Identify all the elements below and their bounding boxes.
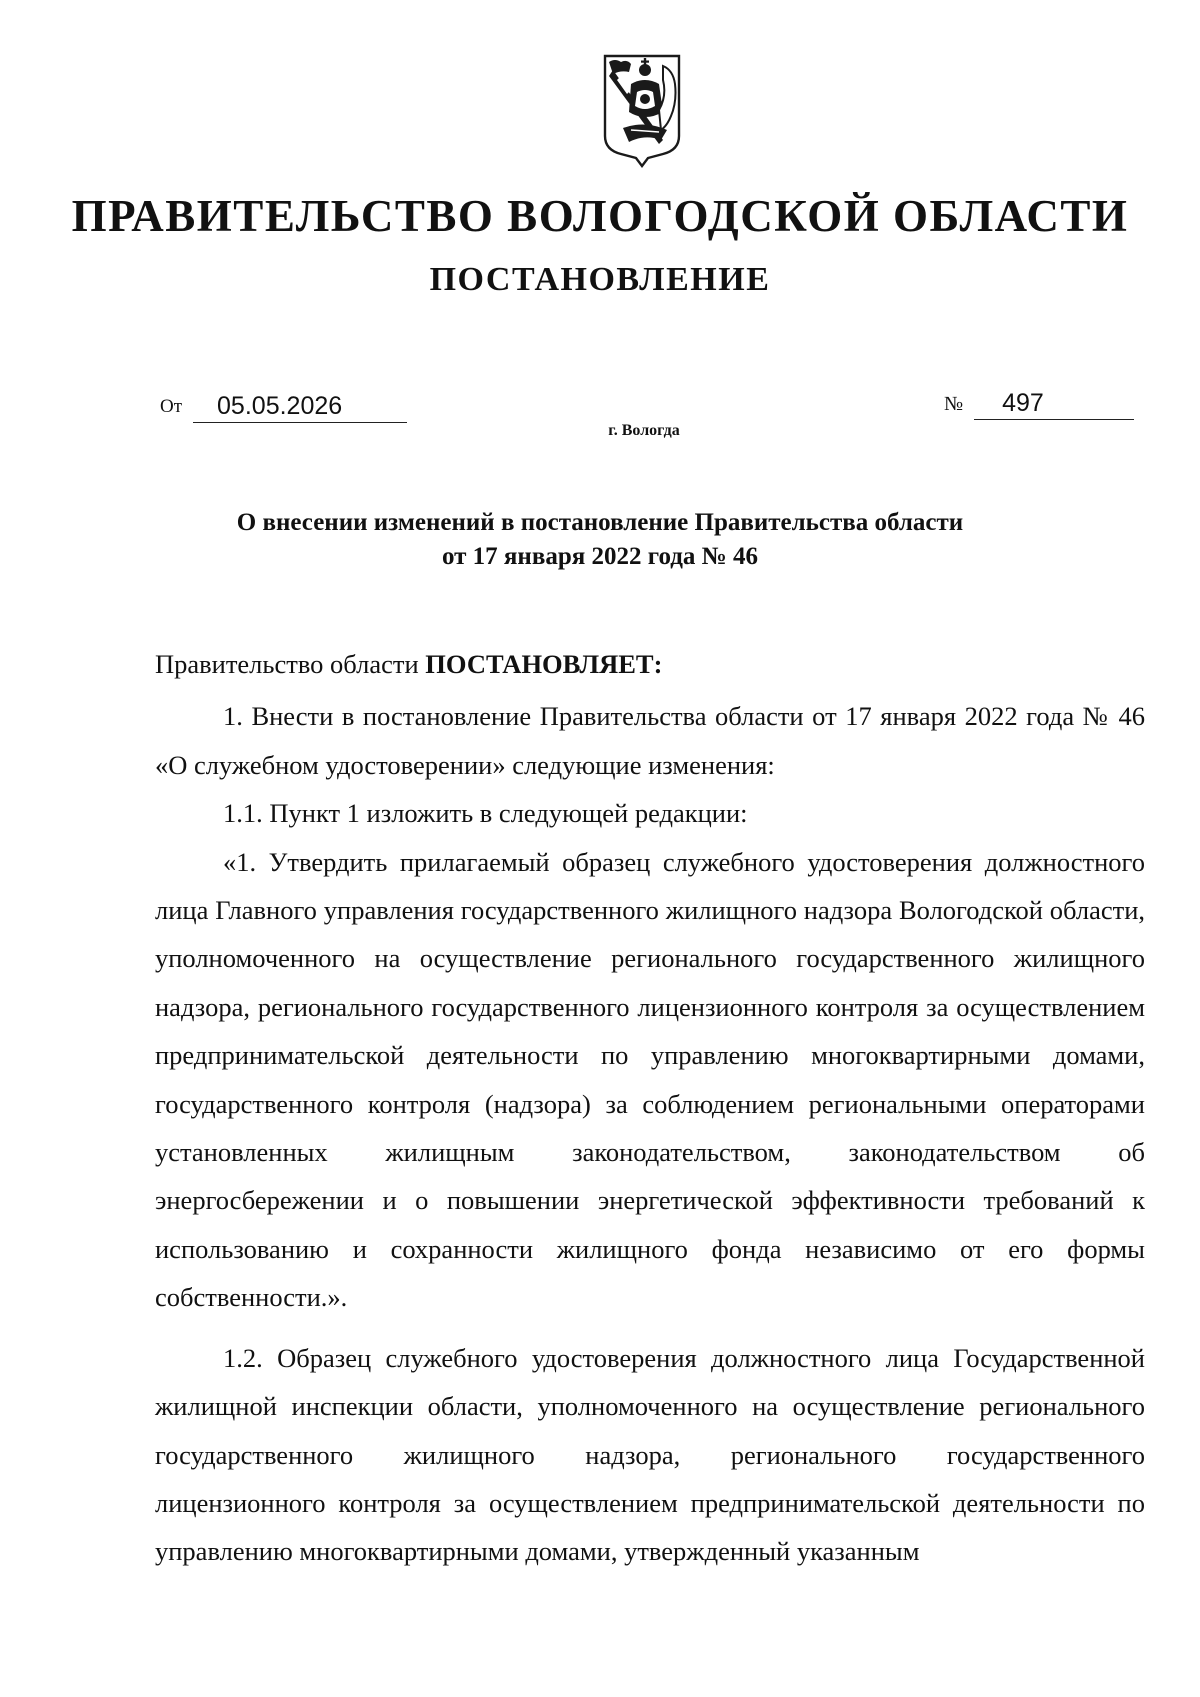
lead-paragraph [155, 640, 1145, 688]
date-prefix: От [160, 396, 183, 417]
paragraph-1-1: 1.1. Пункт 1 изложить в следующей редакции: [223, 798, 748, 829]
number-field [944, 387, 1134, 420]
city-label: г. Вологда [608, 422, 680, 439]
paragraph-1-2: 1.2. Образец служебного удостоверения должностного лица Государственной жилищной инспекции области, уполномоченного на осуществление регионального государственного жилищного надзора, регионального государственного лицензионного контроля за осуществлением предпринимательской деятельности по управлению многоквартирными домами, утвержденный указанным [155, 1342, 1145, 1567]
number-prefix: № [944, 393, 964, 415]
document-type: ПОСТАНОВЛЕНИЕ [429, 261, 771, 298]
lead-text: Правительство области [155, 649, 426, 679]
lead-keyword: ПОСТАНОВЛЯЕТ: [425, 649, 663, 679]
date-value: 05.05.2026 [217, 392, 343, 420]
subject-line-2: от 17 января 2022 года № 46 [441, 543, 759, 570]
paragraph-1: 1. Внести в постановление Правительства области от 17 января 2022 года № 46 «О служебном удостоверении» следующие изменения: [155, 701, 1145, 780]
document-body [155, 640, 1145, 1576]
subject-line-1: О внесении изменений в постановление Правительства области [236, 509, 964, 536]
organization-title: ПРАВИТЕЛЬСТВО ВОЛОГОДСКОЙ ОБЛАСТИ [71, 191, 1129, 241]
number-value: 497 [1002, 389, 1044, 417]
date-field [160, 390, 407, 423]
date-underline [193, 390, 407, 423]
coat-of-arms-icon [601, 50, 683, 168]
number-underline [974, 387, 1134, 420]
paragraph-quote: «1. Утвердить прилагаемый образец служебного удостоверения должностного лица Главного управления государственного жилищного надзора Вологодской области, уполномоченного на осуществление регионального государственного жилищного надзора, регионального государственного лицензионного контроля за осуществлением предпринимательской деятельности по управлению многоквартирными домами, государственного контроля (надзора) за соблюдением региональными операторами установленных жилищным законодательством, законодательством об энергосбережении и о повышении энергетической эффективности требований к использованию и сохранности жилищного фонда независимо от его формы собственности.». [155, 846, 1145, 1313]
document-subject [0, 506, 1200, 574]
